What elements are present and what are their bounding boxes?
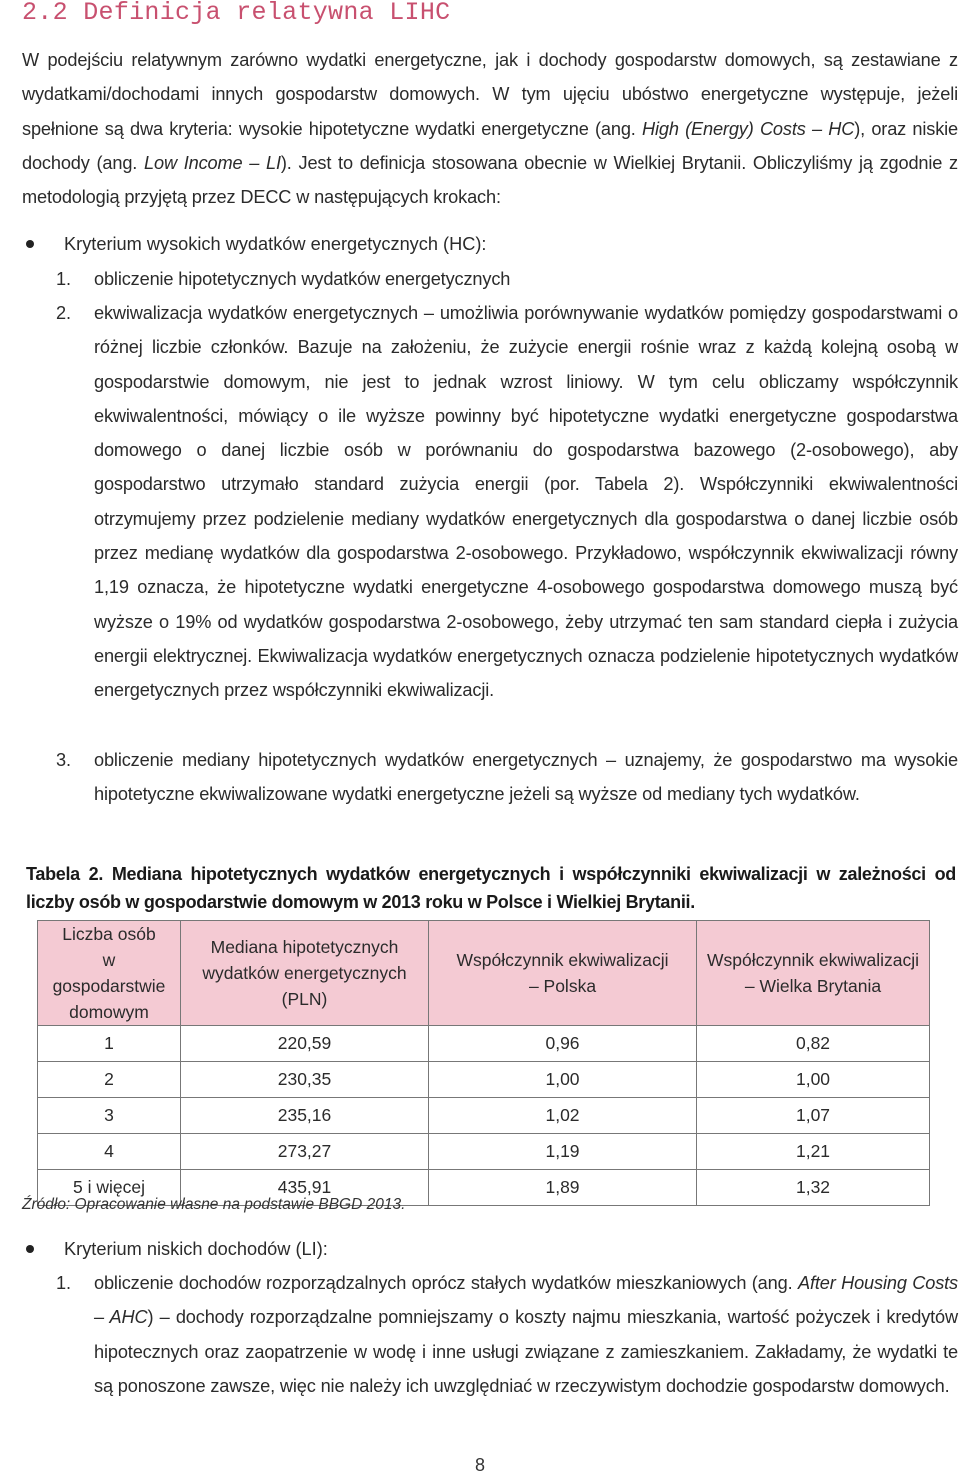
step-number: 1.	[56, 269, 71, 289]
table-cell: 230,35	[181, 1062, 429, 1098]
intro-paragraph	[22, 43, 958, 214]
table-cell: 0,82	[697, 1026, 930, 1062]
step-text: obliczenie mediany hipotetycznych wydatków energetycznych – uznajemy, że gospodarstwo ma wysokie hipotetyczne ekwiwalizowane wydatki energetyczne jeżeli są wyższe od mediany tych wydatków.	[94, 750, 958, 805]
table-row	[38, 1098, 930, 1134]
table-cell: 435,91	[181, 1170, 429, 1206]
section-heading: 2.2 Definicja relatywna LIHC	[22, 0, 451, 27]
table-cell: 1,32	[697, 1170, 930, 1206]
table-cell: 1,07	[697, 1098, 930, 1134]
table-cell: 273,27	[181, 1134, 429, 1170]
bullet-dot	[26, 1245, 34, 1253]
intro-text-3: ). Jest to definicja stosowana obecnie w Wielkiej Brytanii. Obliczyliśmy ją zgodnie z metodologią przyjętą przez DECC w następujących krokach:	[22, 152, 958, 208]
table-header-row	[38, 921, 930, 1026]
table-cell: 3	[38, 1098, 181, 1134]
table-cell: 235,16	[181, 1098, 429, 1134]
intro-text-2: ), oraz niskie dochody (ang.	[22, 118, 959, 173]
table-cell: 0,96	[429, 1026, 697, 1062]
step-text: obliczenie hipotetycznych wydatków energetycznych	[94, 269, 511, 289]
bullet-hc-title: Kryterium wysokich wydatków energetycznych (HC):	[64, 234, 487, 254]
table-row	[38, 1134, 930, 1170]
step-text: ekwiwalizacja wydatków energetycznych – umożliwia porównywanie wydatków pomiędzy gospodarstwami o różnej liczbie członków. Bazuje na założeniu, że zużycie energii rośnie wraz z każdą kolejną osobą w gospodarstwie domowym, nie jest to jednak wzrost liniowy. W tym celu obliczamy współczynnik ekwiwalentności, mówiący o ile wyższe powinny być hipotetyczne wydatki energetyczne gospodarstwa domowego o danej liczbie osób w porównaniu do gospodarstwa bazowego (2-osobowego), aby gospodarstwo utrzymało standard zużycia energii (por. Tabela 2). Współczynniki ekwiwalentności otrzymujemy przez podzielenie mediany wydatków energetycznych dla gospodarstwa o danej liczbie osób przez medianę wydatków dla gospodarstwa 2-osobowego. Przykładowo, współczynnik ekwiwalizacji równy 1,19 oznacza, że hipotetyczne wydatki energetyczne 4-osobowego gospodarstwa domowego muszą być wyższe o 19% od wydatków gospodarstwa 2-osobowego, żeby utrzymać ten sam standard ciepła i zużycia energii elektrycznej. Ekwiwalizacja wydatków energetycznych oznacza podzielenie hipotetycznych wydatków energetycznych przez współczynniki ekwiwalizacji.	[94, 303, 958, 701]
intro-term-hc: High (Energy) Costs – HC	[642, 118, 855, 139]
li-term-ahc: After Housing Costs – AHC	[94, 1273, 958, 1328]
table-cell: 220,59	[181, 1026, 429, 1062]
header-cell-household-size: Liczba osób w gospodarstwie domowym	[38, 921, 181, 1026]
table-cell: 1,21	[697, 1134, 930, 1170]
table-row	[38, 1062, 930, 1098]
table-cell: 4	[38, 1134, 181, 1170]
header-cell-median-expenses: Mediana hipotetycznych wydatków energetycznych (PLN)	[181, 921, 429, 1026]
bullet-dot	[26, 240, 34, 248]
table-row	[38, 1026, 930, 1062]
step-number: 1.	[56, 1273, 71, 1293]
intro-term-li: Low Income – LI	[144, 152, 281, 173]
table-cell: 5 i więcej	[38, 1170, 181, 1206]
table-cell: 1,00	[697, 1062, 930, 1098]
step-number: 3.	[56, 750, 71, 770]
step-text	[94, 1266, 958, 1403]
header-cell-coef-poland: Współczynnik ekwiwalizacji – Polska	[429, 921, 697, 1026]
bullet-li-title: Kryterium niskich dochodów (LI):	[64, 1239, 328, 1259]
table-caption: Tabela 2. Mediana hipotetycznych wydatków energetycznych i współczynniki ekwiwalizacji w zależności od liczby osób w gospodarstwie domowym w 2013 roku w Polsce i Wielkiej Brytanii.	[26, 864, 956, 912]
equivalence-table	[37, 920, 930, 1206]
li-text-1: obliczenie dochodów rozporządzalnych oprócz stałych wydatków mieszkaniowych (ang.	[94, 1273, 798, 1293]
table-cell: 1,89	[429, 1170, 697, 1206]
table-cell: 2	[38, 1062, 181, 1098]
table-cell: 1,19	[429, 1134, 697, 1170]
step-number: 2.	[56, 303, 71, 323]
table-cell: 1,00	[429, 1062, 697, 1098]
table-cell: 1,02	[429, 1098, 697, 1134]
header-cell-coef-uk: Współczynnik ekwiwalizacji – Wielka Brytania	[697, 921, 930, 1026]
table-cell: 1	[38, 1026, 181, 1062]
intro-text-1: W podejściu relatywnym zarówno wydatki energetyczne, jak i dochody gospodarstw domowych, są zestawiane z wydatkami/dochodami innych gospodarstw domowych. W tym ujęciu ubóstwo energetyczne występuje, jeżeli spełnione są dwa kryteria: wysokie hipotetyczne wydatki energetyczne (ang.	[22, 50, 958, 139]
page-number: 8	[474, 1455, 485, 1475]
li-text-2: ) – dochody rozporządzalne pomniejszamy o koszty najmu mieszkania, wartość pożyczek i kredytów hipotecznych oraz zaopatrzenie w wodę i inne usługi związane z zamieszkaniem. Zakładamy, że wydatki te są ponoszone zawsze, więc nie należy ich uwzględniać w rzeczywistym dochodzie gospodarstw domowych.	[94, 1307, 958, 1396]
table-source: Źródło: Opracowanie własne na podstawie BBGD 2013.	[22, 1196, 406, 1213]
